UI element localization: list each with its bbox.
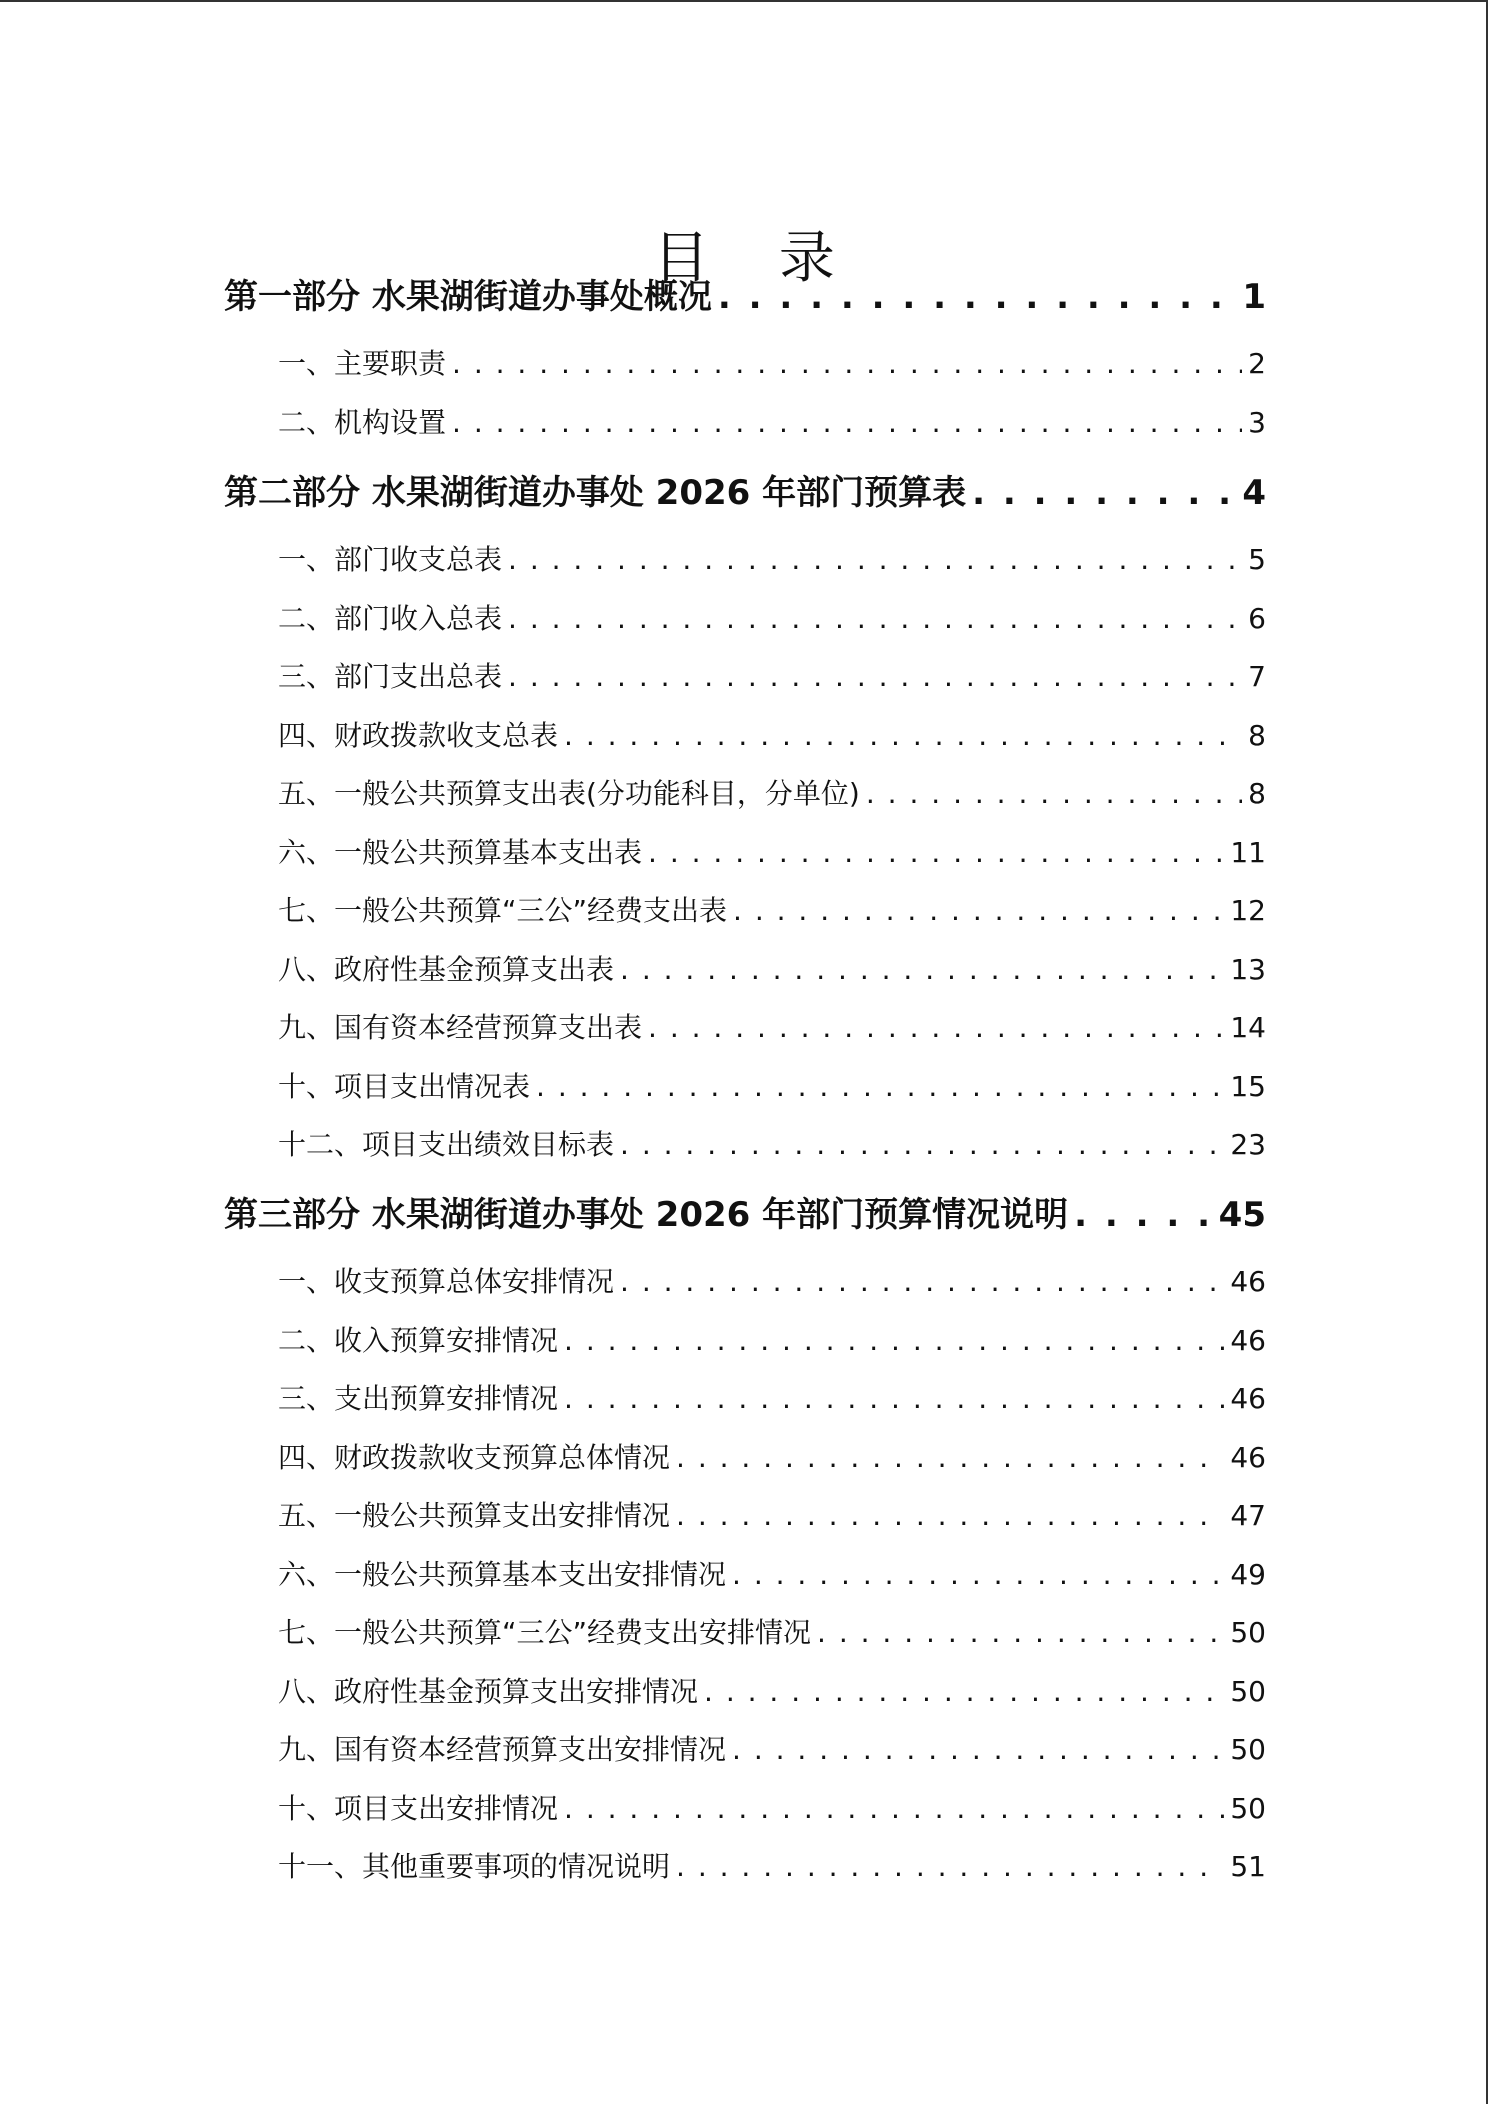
toc-leader-dots	[536, 1067, 1224, 1107]
toc-leader-dots	[676, 1438, 1224, 1478]
toc-leader-dots	[733, 891, 1224, 931]
toc-item-label: 五、一般公共预算支出表(分功能科目，分单位)	[278, 777, 860, 810]
toc-item[interactable]	[278, 540, 1266, 580]
toc-leader-dots	[452, 344, 1242, 384]
toc-page-number: 4	[1242, 473, 1266, 513]
toc-item[interactable]	[278, 1262, 1266, 1302]
toc-leader-dots	[620, 1125, 1224, 1165]
toc-page-number: 15	[1230, 1070, 1266, 1103]
toc-leader-dots	[452, 403, 1242, 443]
toc-part-3[interactable]	[224, 1192, 1266, 1238]
toc-item-label: 十、项目支出情况表	[278, 1070, 531, 1103]
toc-item-label: 一、收支预算总体安排情况	[278, 1265, 615, 1298]
toc-item[interactable]	[278, 1125, 1266, 1165]
toc-item-label: 一、主要职责	[278, 347, 447, 380]
toc-leader-dots	[508, 540, 1242, 580]
toc-leader-dots	[704, 1672, 1224, 1712]
toc-item[interactable]	[278, 344, 1266, 384]
toc-page-number: 6	[1248, 602, 1266, 635]
toc-leader-dots	[676, 1496, 1224, 1536]
toc-page-number: 46	[1230, 1382, 1266, 1415]
toc-part-title: 第一部分 水果湖街道办事处概况	[224, 277, 712, 317]
toc-page-number: 8	[1248, 719, 1266, 752]
toc-leader-dots	[648, 833, 1224, 873]
toc-item-label: 七、一般公共预算“三公”经费支出表	[278, 894, 728, 927]
toc-item-label: 二、部门收入总表	[278, 602, 503, 635]
toc-page-number: 2	[1248, 347, 1266, 380]
toc-item[interactable]	[278, 1496, 1266, 1536]
toc-page-number: 50	[1230, 1675, 1266, 1708]
toc-part-1[interactable]	[224, 274, 1266, 320]
toc-page-number: 12	[1230, 894, 1266, 927]
toc-item[interactable]	[278, 716, 1266, 756]
toc-item-label: 二、机构设置	[278, 406, 447, 439]
toc-page-number: 8	[1248, 777, 1266, 810]
toc-leader-dots	[732, 1730, 1224, 1770]
toc-item[interactable]	[278, 1789, 1266, 1829]
toc-item[interactable]	[278, 891, 1266, 931]
toc-page-number: 51	[1230, 1850, 1266, 1883]
toc-item[interactable]	[278, 1067, 1266, 1107]
toc-item-label: 二、收入预算安排情况	[278, 1324, 559, 1357]
toc-page-number: 13	[1230, 953, 1266, 986]
toc-item-label: 十、项目支出安排情况	[278, 1792, 559, 1825]
toc-page-number: 23	[1230, 1128, 1266, 1161]
toc-item-label: 八、政府性基金预算支出表	[278, 953, 615, 986]
toc-page-number: 1	[1242, 277, 1266, 317]
toc-leader-dots	[508, 599, 1242, 639]
toc-item[interactable]	[278, 774, 1266, 814]
toc-item-label: 七、一般公共预算“三公”经费支出安排情况	[278, 1616, 812, 1649]
toc-leader-dots	[718, 274, 1236, 320]
toc-item-label: 九、国有资本经营预算支出表	[278, 1011, 643, 1044]
toc-item[interactable]	[278, 1008, 1266, 1048]
toc-item[interactable]	[278, 1438, 1266, 1478]
toc-leader-dots	[620, 1262, 1224, 1302]
toc-leader-dots	[1074, 1192, 1213, 1238]
toc-item-label: 六、一般公共预算基本支出表	[278, 836, 643, 869]
toc-page-number: 50	[1230, 1733, 1266, 1766]
toc-item[interactable]	[278, 1613, 1266, 1653]
toc-page-number: 46	[1230, 1265, 1266, 1298]
toc-item-label: 九、国有资本经营预算支出安排情况	[278, 1733, 727, 1766]
toc-item-label: 三、部门支出总表	[278, 660, 503, 693]
toc-item-label: 四、财政拨款收支总表	[278, 719, 559, 752]
page-title: 目 录	[653, 225, 861, 291]
toc-leader-dots	[564, 1321, 1224, 1361]
toc-item[interactable]	[278, 1379, 1266, 1419]
toc-leader-dots	[564, 1789, 1224, 1829]
toc-item[interactable]	[278, 1847, 1266, 1887]
toc-leader-dots	[817, 1613, 1224, 1653]
toc-page-number: 45	[1218, 1195, 1266, 1235]
toc-item[interactable]	[278, 1672, 1266, 1712]
toc-part-2[interactable]	[224, 470, 1266, 516]
toc-item-label: 八、政府性基金预算支出安排情况	[278, 1675, 699, 1708]
toc-item[interactable]	[278, 950, 1266, 990]
toc-leader-dots	[508, 657, 1242, 697]
toc-item-label: 五、一般公共预算支出安排情况	[278, 1499, 671, 1532]
toc-item[interactable]	[278, 1730, 1266, 1770]
toc-item-label: 十一、其他重要事项的情况说明	[278, 1850, 671, 1883]
toc-page-number: 11	[1230, 836, 1266, 869]
toc-part-title: 第二部分 水果湖街道办事处 2026 年部门预算表	[224, 473, 967, 513]
toc-page-number: 49	[1230, 1558, 1266, 1591]
toc-leader-dots	[676, 1847, 1224, 1887]
toc-item[interactable]	[278, 599, 1266, 639]
toc-page-number: 46	[1230, 1441, 1266, 1474]
toc-item[interactable]	[278, 1321, 1266, 1361]
toc-item-label: 三、支出预算安排情况	[278, 1382, 559, 1415]
toc-item-label: 六、一般公共预算基本支出安排情况	[278, 1558, 727, 1591]
toc-leader-dots	[564, 1379, 1224, 1419]
toc-page-number: 50	[1230, 1792, 1266, 1825]
toc-leader-dots	[732, 1555, 1224, 1595]
toc-leader-dots	[972, 470, 1236, 516]
toc-item-label: 四、财政拨款收支预算总体情况	[278, 1441, 671, 1474]
toc-leader-dots	[648, 1008, 1224, 1048]
toc-page-number: 14	[1230, 1011, 1266, 1044]
toc-page-number: 47	[1230, 1499, 1266, 1532]
toc-page-number: 5	[1248, 543, 1266, 576]
toc-page-number: 46	[1230, 1324, 1266, 1357]
toc-item-label: 十二、项目支出绩效目标表	[278, 1128, 615, 1161]
toc-part-title: 第三部分 水果湖街道办事处 2026 年部门预算情况说明	[224, 1195, 1069, 1235]
toc-page-number: 7	[1248, 660, 1266, 693]
toc-item-label: 一、部门收支总表	[278, 543, 503, 576]
toc-leader-dots	[564, 716, 1242, 756]
toc-page-number: 3	[1248, 406, 1266, 439]
toc-item[interactable]	[278, 657, 1266, 697]
toc-leader-dots	[620, 950, 1224, 990]
toc-page-number: 50	[1230, 1616, 1266, 1649]
toc-item[interactable]	[278, 1555, 1266, 1595]
toc-item[interactable]	[278, 833, 1266, 873]
toc-item[interactable]	[278, 403, 1266, 443]
toc-leader-dots	[866, 774, 1242, 814]
